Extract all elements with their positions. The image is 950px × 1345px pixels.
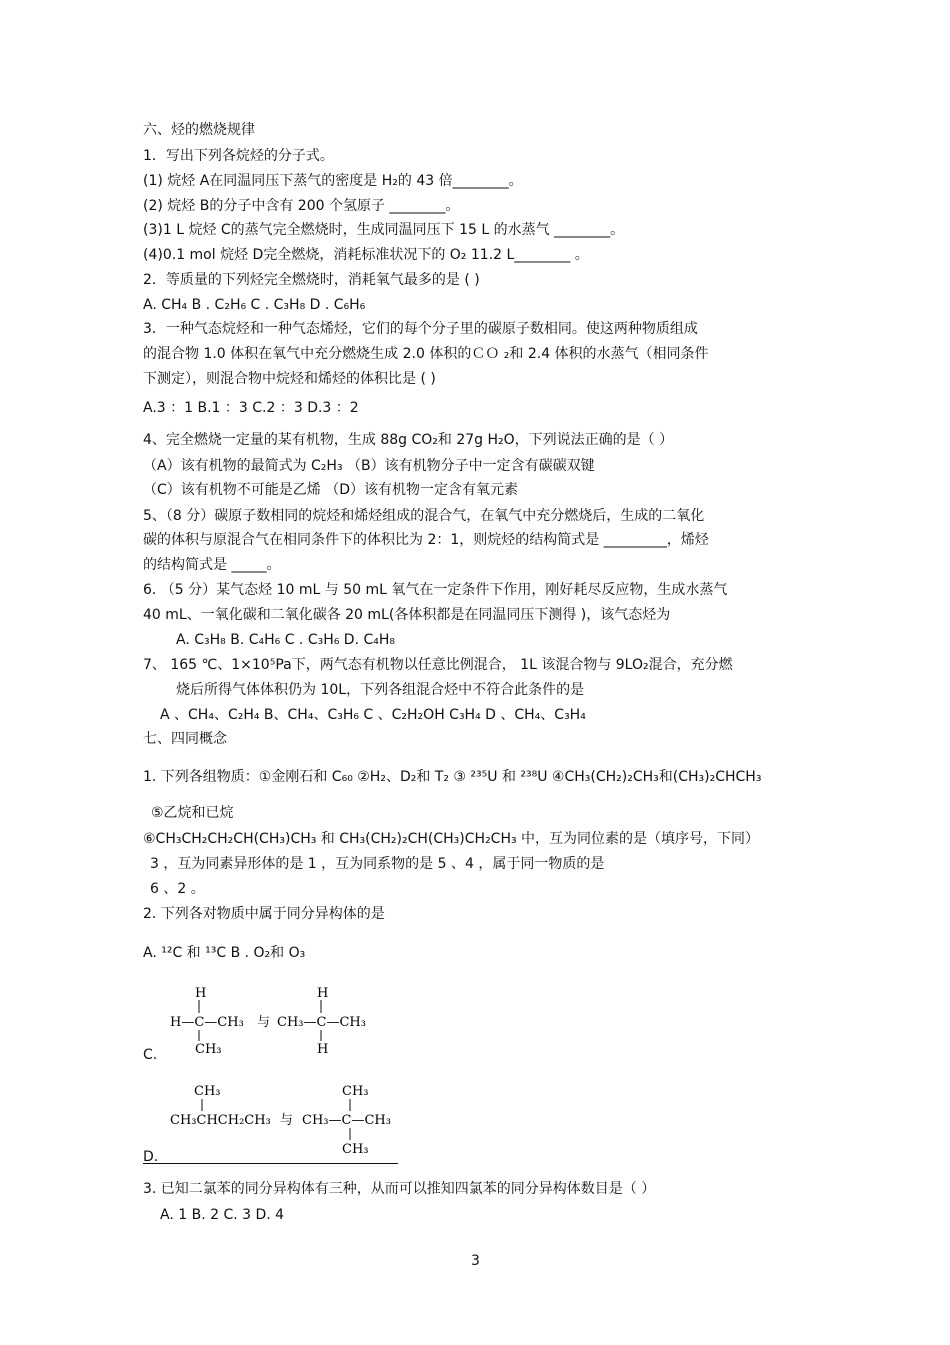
- q6-stem-line1: 6. （5 分）某气态烃 10 mL 与 50 mL 氧气在一定条件下作用，刚好耗尽反应物，生成水蒸气: [143, 582, 728, 598]
- q3-stem-line2: 的混合物 1.0 体积在氧气中充分燃烧生成 2.0 体积的ＣＯ ₂和 2.4 体积的水蒸气（相同条件: [143, 346, 709, 362]
- struct-d-right-bottom: CH₃: [342, 1142, 369, 1156]
- structure-d: [168, 1081, 408, 1156]
- section-six-heading: 六、烃的燃烧规律: [143, 122, 255, 138]
- struct-c-left-bottom: CH₃: [195, 1042, 222, 1056]
- q4-stem: 4、完全燃烧一定量的某有机物，生成 88g CO₂和 27g H₂O，下列说法正确的是（ ）: [143, 432, 674, 448]
- q6-stem-line2: 40 mL、一氧化碳和二氧化碳各 20 mL(各体积都是在同温同压下测得 )，该气态烃为: [143, 607, 671, 623]
- struct-c-connector: 与: [257, 1015, 271, 1030]
- struct-d-left-row: CH₃CHCH₂CH₃: [170, 1113, 271, 1128]
- section-seven-heading: 七、四同概念: [143, 731, 227, 747]
- iso-q1-stem: 1. 下列各组物质：①金刚石和 C₆₀ ②H₂、D₂和 T₂ ③ ²³⁵U 和 ²³⁸U ④CH₃(CH₂)₂CH₃和(CH₃)₂CHCH₃: [143, 769, 762, 785]
- q1-stem: 1．写出下列各烷烃的分子式。: [143, 148, 334, 164]
- q1-part3: (3)1 L 烷烃 C的蒸气完全燃烧时，生成同温同压下 15 L 的水蒸气 ________。: [143, 222, 625, 238]
- q5-stem-line2: 碳的体积与原混合气在相同条件下的体积比为 2：1，则烷烃的结构简式是 _________，烯烃: [143, 532, 709, 548]
- struct-c-left-top: H: [195, 986, 207, 1001]
- struct-c-left-row: H—C—CH₃: [170, 1015, 244, 1030]
- q2-stem: 2．等质量的下列烃完全燃烧时，消耗氧气最多的是 ( ): [143, 272, 480, 288]
- q7-stem-line1: 7、 165 ℃、1×10⁵Pa下，两气态有机物以任意比例混合， 1L 该混合物与 9LO₂混合，充分燃: [143, 657, 733, 673]
- struct-d-connector: 与: [280, 1113, 294, 1128]
- q1-part1: (1) 烷烃 A在同温同压下蒸气的密度是 H₂的 43 倍________。: [143, 173, 523, 189]
- q3-options: A.3 ：1 B.1 ：3 C.2 ：3 D.3 ：2: [143, 400, 359, 416]
- struct-c-right-top: H: [317, 986, 329, 1001]
- q4-options-ab: （A）该有机物的最简式为 C₂H₃ （B）该有机物分子中一定含有碳碳双键: [143, 458, 595, 474]
- q5-stem-line3: 的结构简式是 _____。: [143, 557, 281, 573]
- iso-q3-options: A. 1 B. 2 C. 3 D. 4: [160, 1207, 285, 1223]
- iso-q2-option-ab: A. ¹²C 和 ¹³C B . O₂和 O₃: [143, 945, 306, 961]
- struct-d-right-row: CH₃—C—CH₃: [302, 1113, 391, 1128]
- iso-q2-option-d-label: D.: [143, 1149, 159, 1165]
- q1-part4: (4)0.1 mol 烷烃 D完全燃烧，消耗标准状况下的 O₂ 11.2 L________ 。: [143, 247, 589, 263]
- iso-q1-answers-end: 6 、2 。: [150, 881, 205, 897]
- struct-c-right-row: CH₃—C—CH₃: [277, 1015, 366, 1030]
- iso-q2-stem: 2. 下列各对物质中属于同分异构体的是: [143, 906, 385, 922]
- iso-q1-answers: 3 ，互为同素异形体的是 1 ，互为同系物的是 5 、4 ，属于同一物质的是: [150, 856, 605, 872]
- page-number: 3: [471, 1253, 480, 1269]
- q7-stem-line2: 烧后所得气体体积仍为 10L，下列各组混合烃中不符合此条件的是: [176, 682, 585, 698]
- iso-q2-option-c-label: C.: [143, 1047, 158, 1063]
- q2-options: A. CH₄ B . C₂H₆ C . C₃H₈ D . C₆H₆: [143, 297, 366, 313]
- struct-c-right-bottom: H: [317, 1042, 329, 1056]
- q5-stem-line1: 5、（8 分）碳原子数相同的烷烃和烯烃组成的混合气，在氧气中充分燃烧后，生成的二氧化: [143, 508, 705, 524]
- q3-stem-line3: 下测定），则混合物中烷烃和烯烃的体积比是 ( ): [143, 371, 436, 387]
- q7-options: A 、CH₄、C₂H₄ B、CH₄、C₃H₆ C 、C₂H₂OH C₃H₄ D 、CH₄、C₃H₄: [160, 707, 586, 723]
- q3-stem-line1: 3．一种气态烷烃和一种气态烯烃，它们的每个分子里的碳原子数相同。使这两种物质组成: [143, 321, 698, 337]
- option-d-underline: [143, 1163, 398, 1164]
- q4-options-cd: （C）该有机物不可能是乙烯 （D）该有机物一定含有氧元素: [143, 482, 519, 498]
- struct-d-right-top: CH₃: [342, 1084, 369, 1099]
- struct-d-left-top: CH₃: [194, 1084, 221, 1099]
- q1-part2: (2) 烷烃 B的分子中含有 200 个氢原子 ________。: [143, 198, 460, 214]
- iso-q1-item6: ⑥CH₃CH₂CH₂CH(CH₃)CH₃ 和 CH₃(CH₂)₂CH(CH₃)CH₂CH₃ 中，互为同位素的是（填序号，下同）: [143, 831, 760, 847]
- iso-q1-item5: ⑤乙烷和已烷: [151, 805, 234, 821]
- q6-options: A. C₃H₈ B. C₄H₆ C . C₃H₆ D. C₄H₈: [176, 632, 396, 648]
- iso-q3-stem: 3. 已知二氯苯的同分异构体有三种，从而可以推知四氯苯的同分异构体数目是（ ）: [143, 1181, 656, 1197]
- structure-c: [165, 986, 385, 1056]
